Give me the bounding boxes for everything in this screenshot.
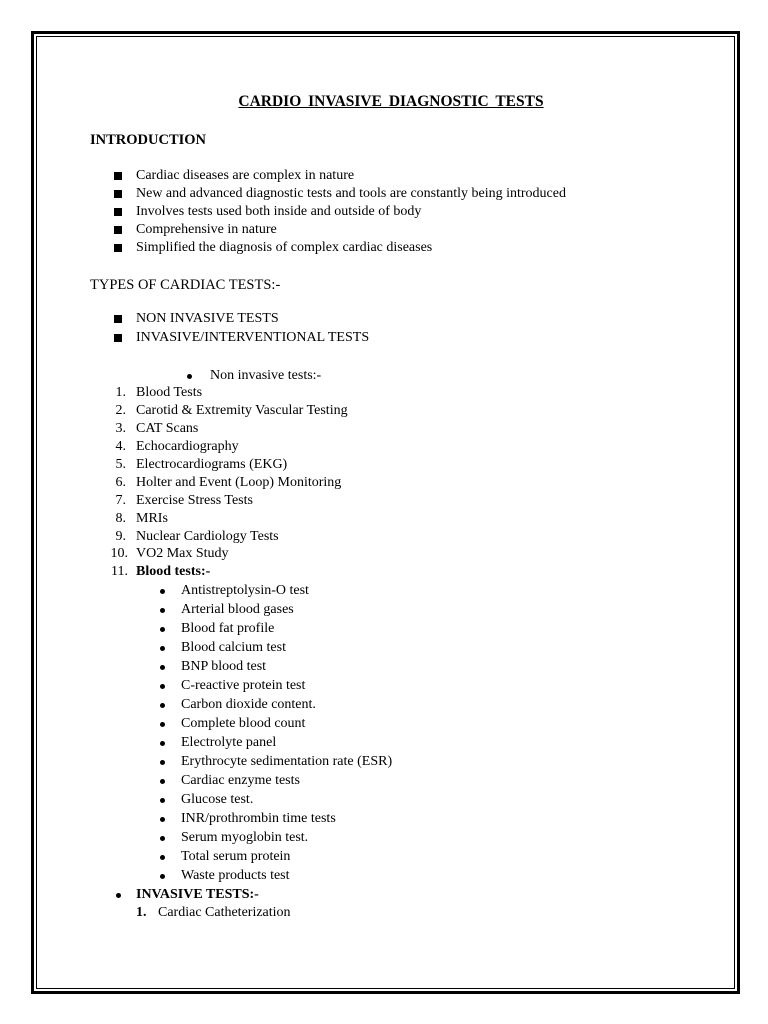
blood-test-item: Antistreptolysin-O test bbox=[181, 583, 309, 598]
numbered-list-item: Electrocardiograms (EKG) bbox=[136, 457, 288, 472]
numbered-list-item: Blood tests:- bbox=[136, 564, 211, 579]
numbered-list-item: Holter and Event (Loop) Monitoring bbox=[136, 475, 342, 490]
non-invasive-label: Non invasive tests:- bbox=[210, 368, 322, 383]
blood-test-item: Erythrocyte sedimentation rate (ESR) bbox=[181, 754, 393, 769]
intro-item: New and advanced diagnostic tests and tools are constantly being introduced bbox=[136, 186, 566, 201]
types-item: NON INVASIVE TESTS bbox=[136, 311, 279, 326]
intro-item: Simplified the diagnosis of complex cardiac diseases bbox=[136, 240, 433, 255]
square-bullet-icon bbox=[114, 334, 122, 342]
types-item: INVASIVE/INTERVENTIONAL TESTS bbox=[136, 330, 370, 345]
round-bullet-icon bbox=[160, 855, 165, 860]
numbered-list-item: CAT Scans bbox=[136, 421, 199, 436]
round-bullet-icon bbox=[187, 374, 192, 379]
blood-test-item: Waste products test bbox=[181, 868, 290, 883]
round-bullet-icon bbox=[116, 893, 121, 898]
list-number: 3. bbox=[115, 421, 126, 436]
types-heading: TYPES OF CARDIAC TESTS:- bbox=[90, 277, 281, 293]
blood-test-item: INR/prothrombin time tests bbox=[181, 811, 336, 826]
numbered-list-item: Nuclear Cardiology Tests bbox=[136, 529, 279, 544]
round-bullet-icon bbox=[160, 627, 165, 632]
list-number: 11. bbox=[111, 564, 128, 579]
square-bullet-icon bbox=[114, 190, 122, 198]
blood-test-item: Serum myoglobin test. bbox=[181, 830, 309, 845]
square-bullet-icon bbox=[114, 315, 122, 323]
intro-item: Comprehensive in nature bbox=[136, 222, 277, 237]
square-bullet-icon bbox=[114, 226, 122, 234]
round-bullet-icon bbox=[160, 817, 165, 822]
numbered-list-item: Carotid & Extremity Vascular Testing bbox=[136, 403, 348, 418]
round-bullet-icon bbox=[160, 779, 165, 784]
square-bullet-icon bbox=[114, 208, 122, 216]
blood-test-item: Blood calcium test bbox=[181, 640, 286, 655]
square-bullet-icon bbox=[114, 172, 122, 180]
list-number: 4. bbox=[115, 439, 126, 454]
round-bullet-icon bbox=[160, 703, 165, 708]
list-number: 8. bbox=[115, 511, 126, 526]
round-bullet-icon bbox=[160, 741, 165, 746]
list-number: 2. bbox=[115, 403, 126, 418]
document-title: CARDIO INVASIVE DIAGNOSTIC TESTS bbox=[238, 93, 544, 110]
list-number: 9. bbox=[115, 529, 126, 544]
invasive-number: 1. bbox=[136, 905, 147, 920]
intro-item: Involves tests used both inside and outside of body bbox=[136, 204, 422, 219]
round-bullet-icon bbox=[160, 646, 165, 651]
blood-test-item: Blood fat profile bbox=[181, 621, 275, 636]
list-number: 7. bbox=[115, 493, 126, 508]
numbered-list-item: Echocardiography bbox=[136, 439, 239, 454]
blood-test-item: Electrolyte panel bbox=[181, 735, 277, 750]
intro-item: Cardiac diseases are complex in nature bbox=[136, 168, 355, 183]
introduction-heading: INTRODUCTION bbox=[90, 132, 207, 148]
blood-test-item: C-reactive protein test bbox=[181, 678, 306, 693]
list-number: 6. bbox=[115, 475, 126, 490]
blood-test-item: Complete blood count bbox=[181, 716, 306, 731]
invasive-heading: INVASIVE TESTS:- bbox=[136, 887, 259, 902]
square-bullet-icon bbox=[114, 244, 122, 252]
round-bullet-icon bbox=[160, 608, 165, 613]
blood-test-item: Glucose test. bbox=[181, 792, 254, 807]
round-bullet-icon bbox=[160, 665, 165, 670]
blood-test-item: Arterial blood gases bbox=[181, 602, 294, 617]
round-bullet-icon bbox=[160, 722, 165, 727]
round-bullet-icon bbox=[160, 836, 165, 841]
list-number: 5. bbox=[115, 457, 126, 472]
blood-test-item: Cardiac enzyme tests bbox=[181, 773, 300, 788]
numbered-list-item: MRIs bbox=[136, 511, 168, 526]
round-bullet-icon bbox=[160, 684, 165, 689]
round-bullet-icon bbox=[160, 874, 165, 879]
list-number: 1. bbox=[115, 385, 126, 400]
blood-test-item: Total serum protein bbox=[181, 849, 291, 864]
numbered-list-item: Blood Tests bbox=[136, 385, 203, 400]
round-bullet-icon bbox=[160, 760, 165, 765]
round-bullet-icon bbox=[160, 589, 165, 594]
list-number: 10. bbox=[110, 546, 128, 561]
invasive-item: Cardiac Catheterization bbox=[158, 905, 291, 920]
blood-test-item: BNP blood test bbox=[181, 659, 267, 674]
round-bullet-icon bbox=[160, 798, 165, 803]
numbered-list-item: Exercise Stress Tests bbox=[136, 493, 253, 508]
numbered-list-item: VO2 Max Study bbox=[136, 546, 229, 561]
blood-test-item: Carbon dioxide content. bbox=[181, 697, 316, 712]
